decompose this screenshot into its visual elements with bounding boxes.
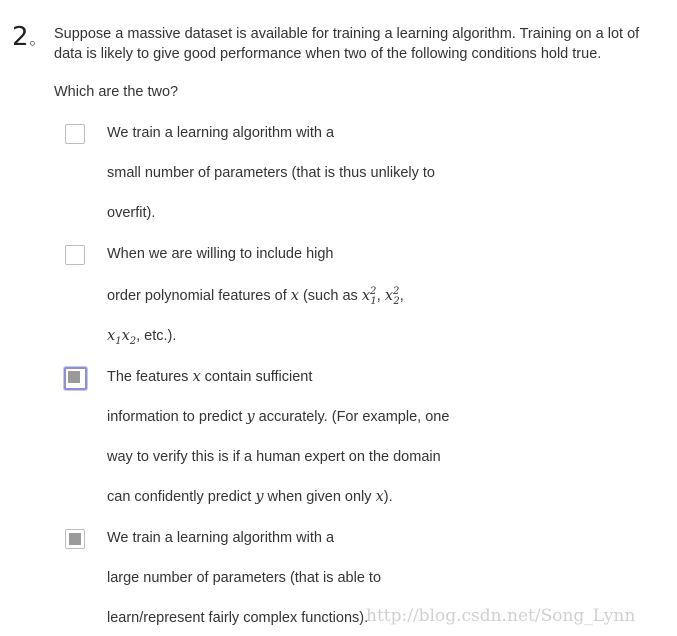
blog-watermark: http://blog.csdn.net/Song_Lynn xyxy=(366,606,636,626)
option-2-checkbox[interactable] xyxy=(65,245,85,265)
option-3-line-1-post: contain sufficient xyxy=(200,369,313,385)
option-2-line-2-pre: order polynomial features of xyxy=(107,287,291,304)
math-y: y xyxy=(255,489,264,505)
option-3-line-2-post: accurately. (For example, one xyxy=(254,409,450,425)
option-3-line-4-post: ). xyxy=(383,489,393,505)
question-number-value: 2 xyxy=(12,22,30,52)
option-1-line-2: small number of parameters (that is thus unlikely to xyxy=(107,165,435,181)
question-number xyxy=(12,22,47,52)
option-4-line-2: large number of parameters (that is able to xyxy=(107,570,382,586)
option-4-line-3: learn/represent fairly complex functions). xyxy=(107,610,369,626)
option-1-line-1: We train a learning algorithm with a xyxy=(107,125,335,141)
option-3-line-4 xyxy=(107,489,393,505)
option-4-checkbox[interactable] xyxy=(65,529,85,549)
option-3-line-1-pre: The features xyxy=(107,369,193,385)
math-x: x xyxy=(375,489,384,505)
question-prompt: Suppose a massive dataset is available for training a learning algorithm. Training on a lot of data is likely to give good performance when two of the following conditions hold true. xyxy=(54,26,640,62)
option-2-line-2-mid: (such as xyxy=(298,287,362,304)
option-2-line-2-tail: , xyxy=(399,287,404,304)
option-3-line-3: way to verify this is if a human expert on the domain xyxy=(107,449,441,465)
option-4-line-1: We train a learning algorithm with a xyxy=(107,530,335,546)
math-x1-squared: $x^2_1$ xyxy=(361,286,377,307)
question-number-mark: 。 xyxy=(29,29,47,48)
math-y: y xyxy=(246,409,255,425)
option-1-line-3: overfit). xyxy=(107,205,156,221)
math-x: x xyxy=(192,369,201,385)
option-2-line-1: When we are willing to include high xyxy=(107,246,334,262)
question-subprompt: Which are the two? xyxy=(54,84,179,100)
math-x2-squared: $x^2_2$ xyxy=(384,286,400,307)
option-3-line-4-pre: can confidently predict xyxy=(107,489,256,505)
option-2-line-2: order polynomial features of x (such as $x^2_1$, $x^2_2$, xyxy=(107,286,404,307)
option-3-checkbox[interactable] xyxy=(64,367,87,390)
option-3-line-1 xyxy=(107,369,312,385)
option-3-line-4-mid: when given only xyxy=(263,489,376,505)
option-3-line-2 xyxy=(107,409,449,425)
math-x1x2: $x_1x_2$ xyxy=(107,328,137,347)
option-1-checkbox[interactable] xyxy=(65,124,85,144)
option-2-line-3-tail: , etc.). xyxy=(136,328,177,344)
math-x: x xyxy=(290,287,299,304)
option-2-line-3 xyxy=(107,328,176,347)
option-3-line-2-pre: information to predict xyxy=(107,409,247,425)
